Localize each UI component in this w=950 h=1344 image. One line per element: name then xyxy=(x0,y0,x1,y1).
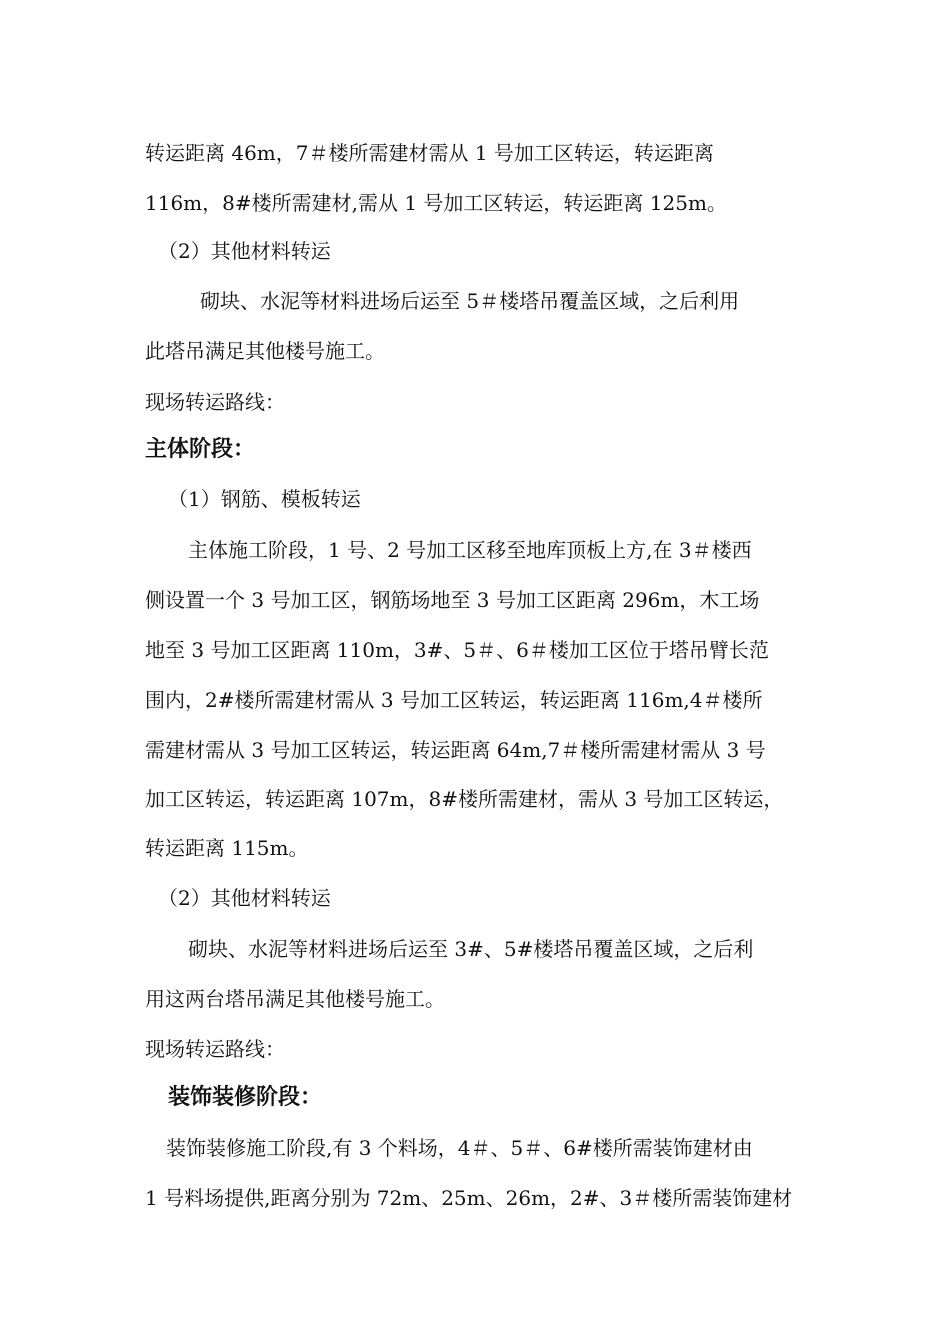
paragraph-line: 现场转运路线： xyxy=(145,390,285,414)
paragraph-line: 地至 3 号加工区距离 110m，3#、5＃、6＃楼加工区位于塔吊臂长范 xyxy=(145,638,769,662)
paragraph-line: 116m，8#楼所需建材,需从 1 号加工区转运，转运距离 125m。 xyxy=(145,191,727,215)
paragraph-line: 侧设置一个 3 号加工区，钢筋场地至 3 号加工区距离 296m，木工场 xyxy=(145,588,760,612)
paragraph-line: 转运距离 46m，7＃楼所需建材需从 1 号加工区转运，转运距离 xyxy=(145,141,714,165)
paragraph-line: 围内，2#楼所需建材需从 3 号加工区转运，转运距离 116m,4＃楼所 xyxy=(145,688,763,712)
paragraph-line: 加工区转运，转运距离 107m，8#楼所需建材，需从 3 号加工区转运， xyxy=(145,787,784,811)
paragraph-line: 此塔吊满足其他楼号施工。 xyxy=(145,339,385,363)
paragraph-line: 转运距离 115m。 xyxy=(145,836,309,860)
paragraph-line: 装饰装修施工阶段,有 3 个料场，4＃、5＃、6#楼所需装饰建材由 xyxy=(166,1136,753,1160)
paragraph-line: 主体施工阶段，1 号、2 号加工区移至地库顶板上方,在 3＃楼西 xyxy=(188,538,752,562)
subheading: （2）其他材料转运 xyxy=(158,886,331,910)
subheading: （1）钢筋、模板转运 xyxy=(168,487,361,511)
paragraph-line: 砌块、水泥等材料进场后运至 3#、5#楼塔吊覆盖区域，之后利 xyxy=(188,937,754,961)
paragraph-line: 砌块、水泥等材料进场后运至 5＃楼塔吊覆盖区域，之后利用 xyxy=(200,289,740,313)
paragraph-line: 1 号料场提供,距离分别为 72m、25m、26m，2#、3＃楼所需装饰建材 xyxy=(145,1186,793,1210)
paragraph-line: 需建材需从 3 号加工区转运，转运距离 64m,7＃楼所需建材需从 3 号 xyxy=(145,738,766,762)
subheading: （2）其他材料转运 xyxy=(158,239,331,263)
paragraph-line: 用这两台塔吊满足其他楼号施工。 xyxy=(145,987,445,1011)
section-heading-decoration: 装饰装修阶段： xyxy=(168,1085,323,1110)
paragraph-line: 现场转运路线： xyxy=(145,1037,285,1061)
section-heading-main-structure: 主体阶段： xyxy=(145,437,256,462)
